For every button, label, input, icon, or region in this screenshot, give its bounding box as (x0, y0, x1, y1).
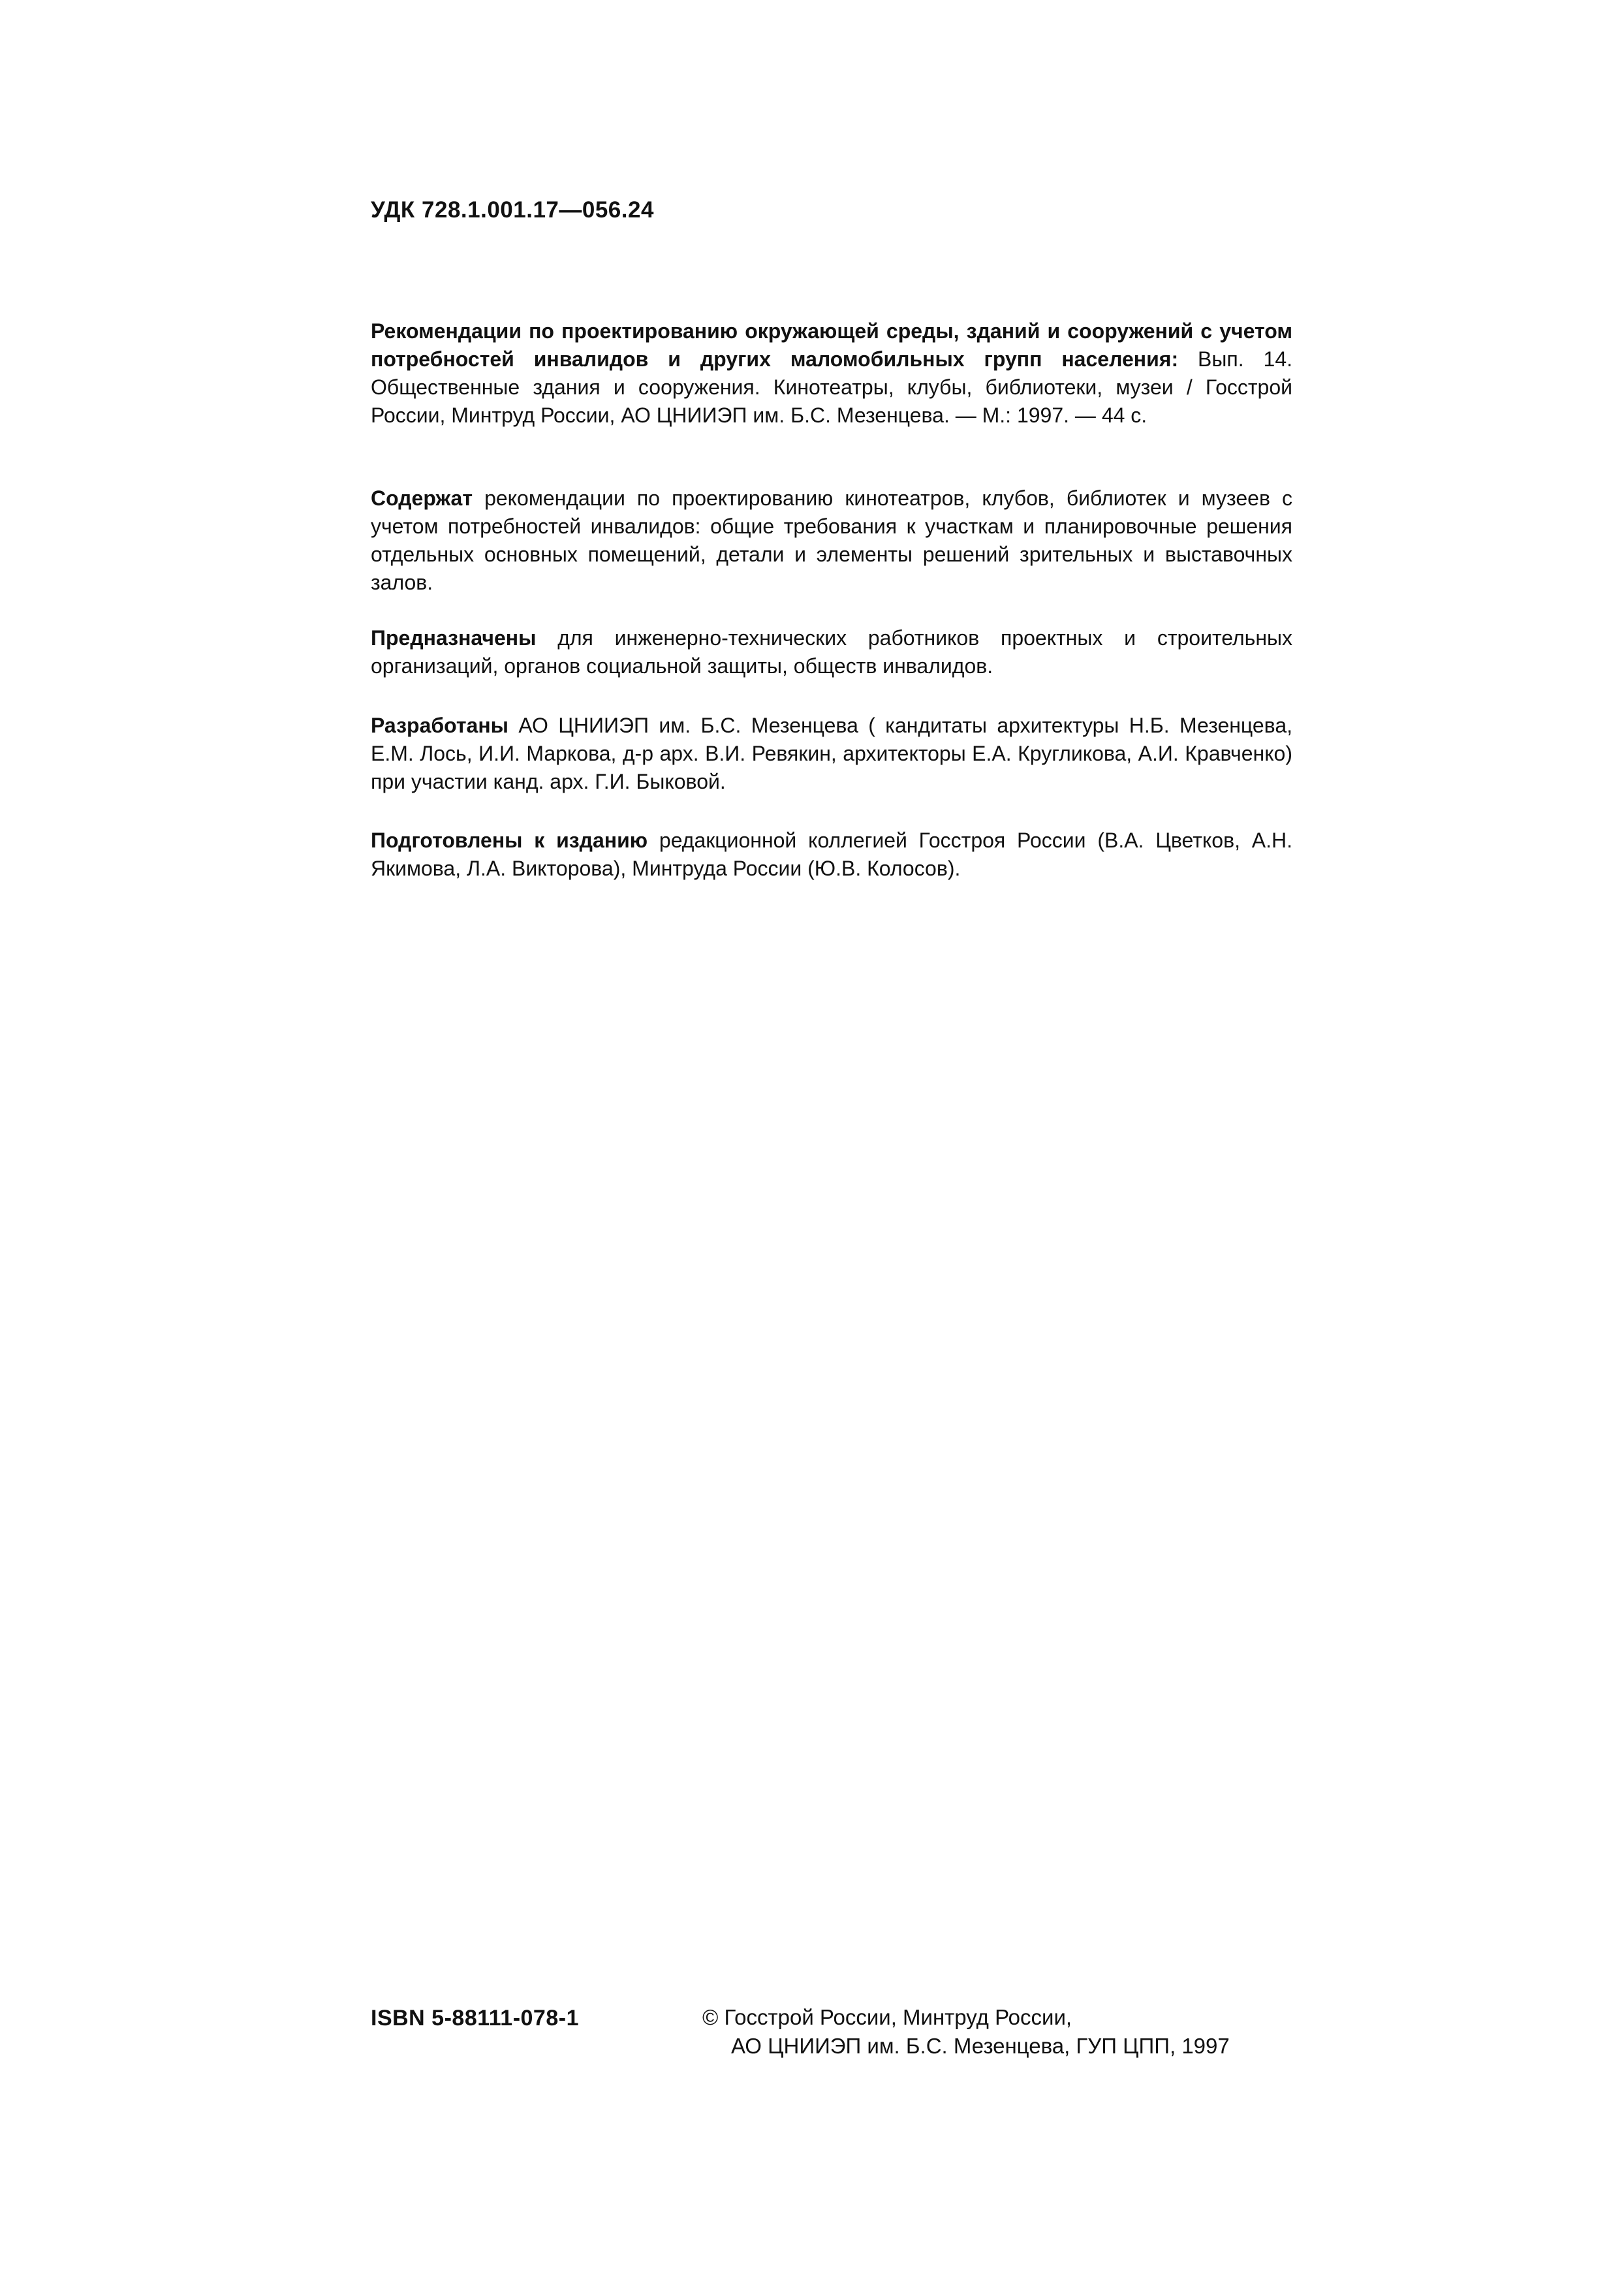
audience-text: для инженерно-технических работников проектных и строительных организаций, органов социальной защиты, обществ инвалидов. (371, 626, 1292, 678)
authors-text: АО ЦНИИЭП им. Б.С. Мезенцева ( кандитаты архитектуры Н.Б. Мезенцева, Е.М. Лось, И.И. Маркова, д-р арх. В.И. Ревякин, архитекторы Е.А. Кругликова, А.И. Кравченко) при участии канд. арх. Г.И. Быковой. (371, 714, 1292, 793)
udk-code: УДК 728.1.001.17—056.24 (371, 197, 654, 223)
editors-text: редакционной коллегией Госстроя России (В.А. Цветков, А.Н. Якимова, Л.А. Викторова), Минтруда России (Ю.В. Колосов). (371, 829, 1293, 880)
bibliographic-details: Вып. 14. Общественные здания и сооружения. Кинотеатры, клубы, библиотеки, музеи / Госстрой России, Минтруд России, АО ЦНИИЭП им. Б.С. Мезенцева. — М.: 1997. — 44 с. (371, 347, 1293, 427)
copyright-line-2: АО ЦНИИЭП им. Б.С. Мезенцева, ГУП ЦПП, 1997 (731, 2034, 1230, 2058)
abstract-paragraph (371, 484, 1292, 597)
authors-paragraph (371, 712, 1292, 796)
audience-paragraph (371, 624, 1292, 680)
editors-lead: Подготовлены к изданию (371, 829, 648, 852)
audience-lead: Предназначены (371, 626, 537, 650)
isbn-number: ISBN 5-88111-078-1 (371, 2006, 579, 2031)
copyright-line-1: © Госстрой России, Минтруд России, (702, 2005, 1072, 2029)
authors-lead: Разработаны (371, 714, 508, 737)
abstract-text: рекомендации по проектированию кинотеатров, клубов, библиотек и музеев с учетом потребностей инвалидов: общие требования к участкам и планировочные решения отдельных основных помещений, детали и элементы решений зрительных и выставочных залов. (371, 486, 1292, 594)
abstract-lead: Содержат (371, 486, 473, 510)
bibliographic-title: Рекомендации по проектированию окружающей среды, зданий и сооружений с учетом потребностей инвалидов и других маломобильных групп населения: (371, 319, 1292, 371)
bibliographic-description (371, 317, 1292, 430)
editors-paragraph (371, 827, 1292, 883)
copyright-notice (702, 2003, 1230, 2061)
